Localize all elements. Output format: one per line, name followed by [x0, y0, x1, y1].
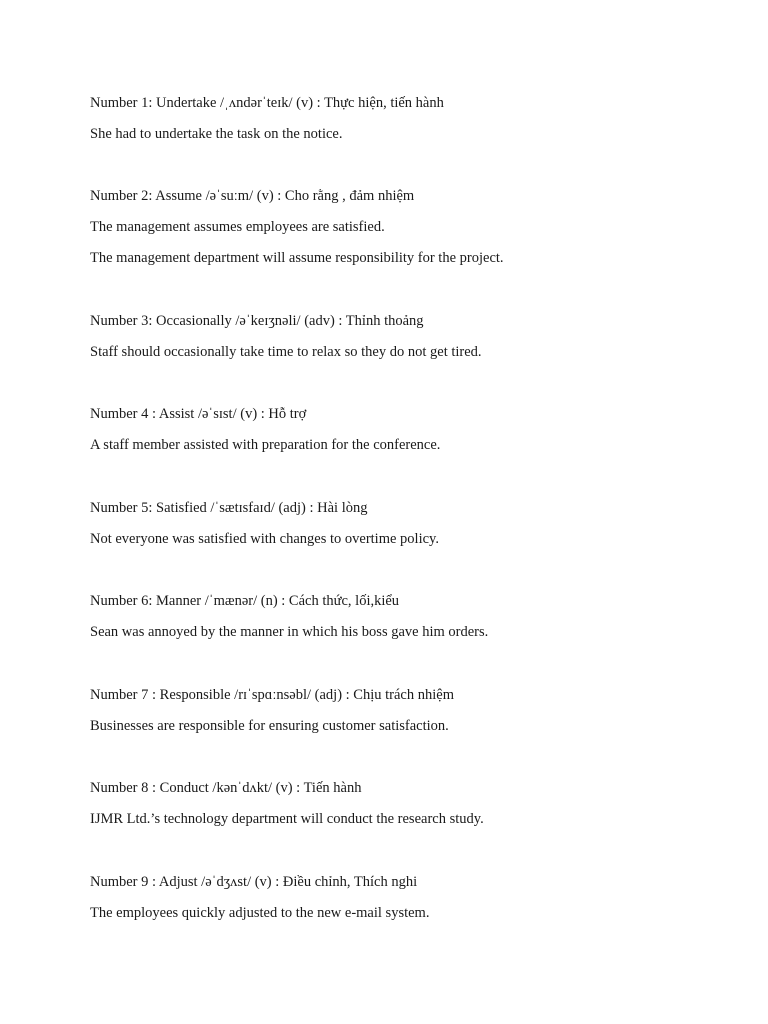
vocab-entry-5: [90, 493, 750, 555]
entry-heading: Number 5: Satisfied /ˈsætɪsfaɪd/ (adj) : Hài lòng: [90, 500, 368, 516]
entry-heading: Number 4 : Assist /əˈsɪst/ (v) : Hỗ trợ: [90, 406, 307, 422]
example-sentence: She had to undertake the task on the notice.: [90, 126, 343, 142]
example-sentence: IJMR Ltd.’s technology department will conduct the research study.: [90, 811, 484, 827]
vocab-entry-7: [90, 680, 750, 742]
entry-heading: Number 3: Occasionally /əˈkeɪʒnəli/ (adv) : Thỉnh thoảng: [90, 313, 424, 329]
vocab-entry-8: [90, 773, 750, 835]
vocab-entry-6: [90, 586, 750, 648]
entry-heading: Number 8 : Conduct /kənˈdʌkt/ (v) : Tiến hành: [90, 780, 362, 796]
entry-heading: Number 6: Manner /ˈmænər/ (n) : Cách thức, lối,kiểu: [90, 593, 400, 609]
example-sentence: Not everyone was satisfied with changes to overtime policy.: [90, 531, 439, 547]
vocab-entry-9: [90, 867, 750, 929]
example-sentence: The management department will assume responsibility for the project.: [90, 250, 504, 266]
entry-heading: Number 1: Undertake /ˌʌndərˈteɪk/ (v) : Thực hiện, tiến hành: [90, 95, 444, 111]
vocab-entry-1: [90, 88, 750, 150]
example-sentence: Sean was annoyed by the manner in which his boss gave him orders.: [90, 624, 489, 640]
example-sentence: The employees quickly adjusted to the new e-mail system.: [90, 905, 430, 921]
vocab-entry-3: [90, 306, 750, 368]
vocab-entry-4: [90, 399, 750, 461]
entry-heading: Number 2: Assume /əˈsuːm/ (v) : Cho rằng , đảm nhiệm: [90, 188, 415, 204]
example-sentence: Businesses are responsible for ensuring customer satisfaction.: [90, 718, 449, 734]
vocab-entry-2: [90, 181, 750, 274]
example-sentence: Staff should occasionally take time to relax so they do not get tired.: [90, 344, 482, 360]
entry-heading: Number 7 : Responsible /rɪˈspɑːnsəbl/ (adj) : Chịu trách nhiệm: [90, 687, 454, 703]
entry-heading: Number 9 : Adjust /əˈdʒʌst/ (v) : Điều chỉnh, Thích nghi: [90, 874, 418, 890]
example-sentence: A staff member assisted with preparation for the conference.: [90, 437, 441, 453]
example-sentence: The management assumes employees are satisfied.: [90, 219, 385, 235]
